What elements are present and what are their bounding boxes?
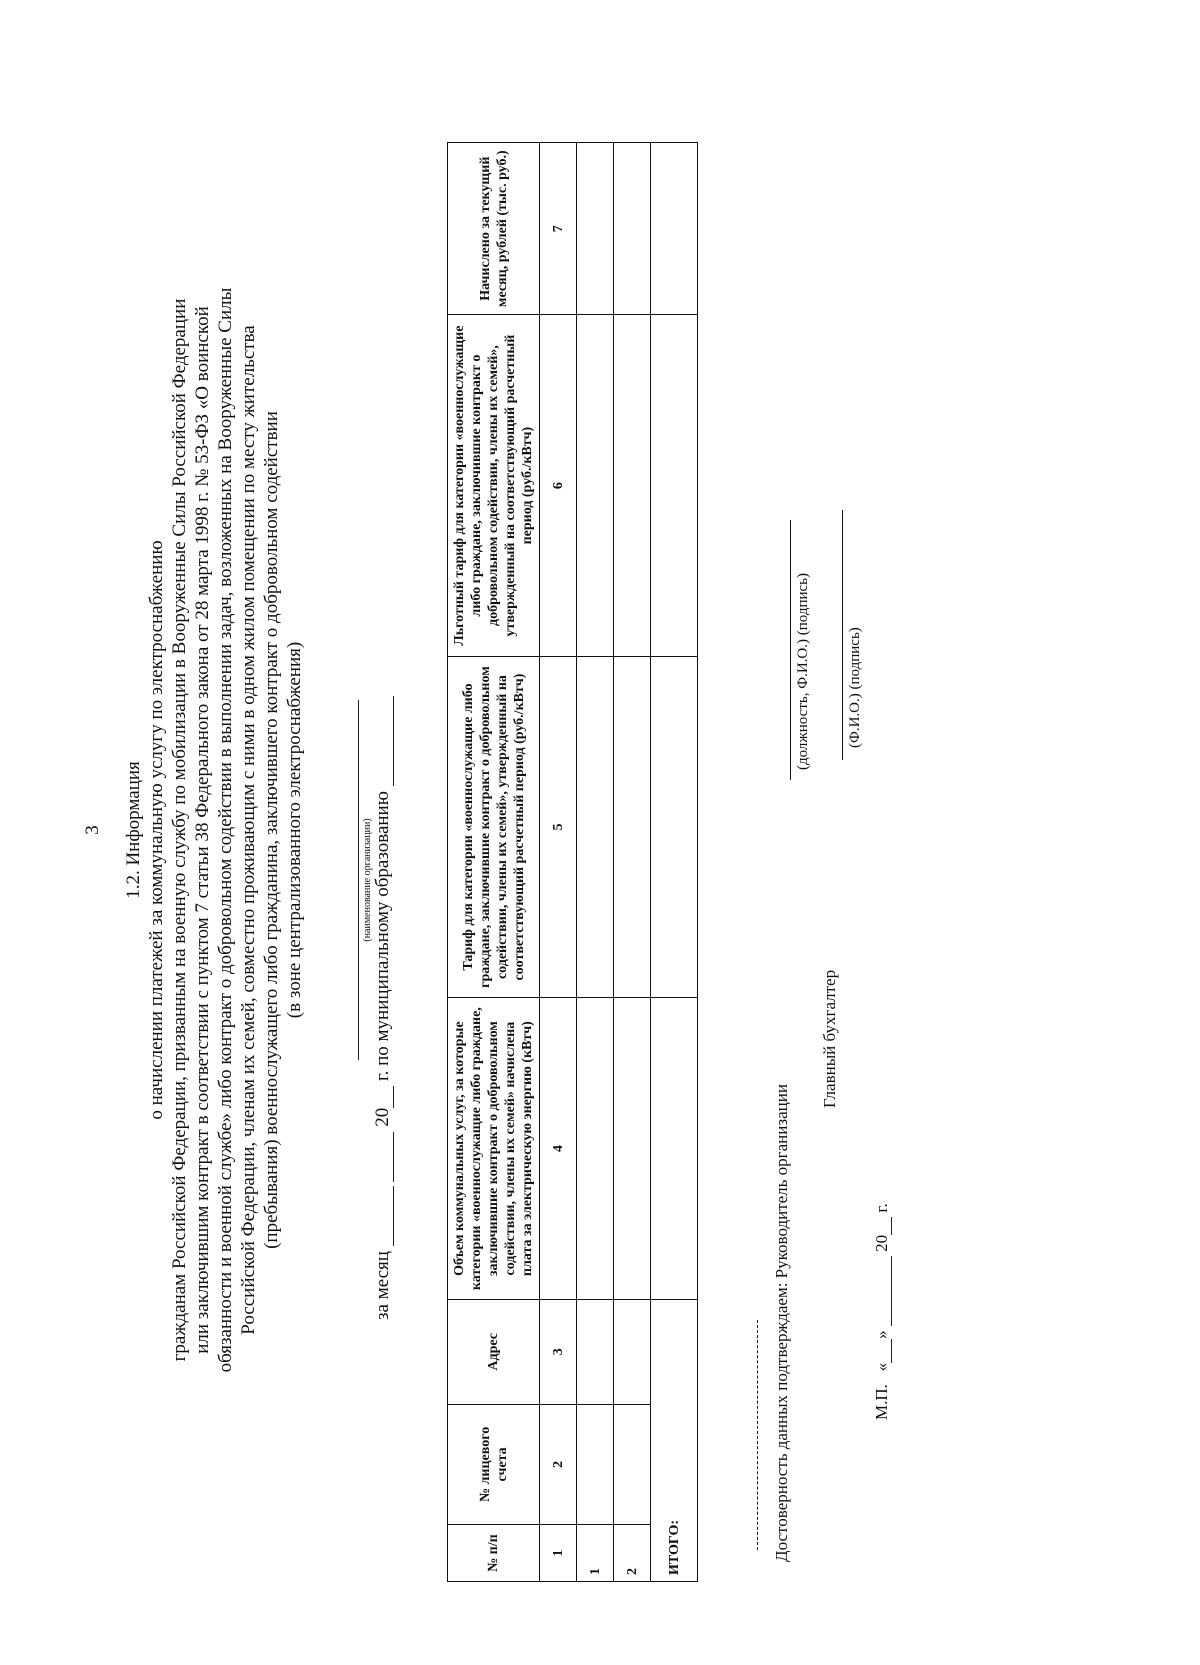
column-number: 5: [540, 656, 577, 997]
column-number: 6: [540, 315, 577, 656]
rotated-document-page: [42, 40, 1162, 1620]
total-cell[interactable]: [651, 143, 698, 315]
row-number: 1: [577, 1525, 614, 1582]
total-cell[interactable]: [651, 998, 698, 1300]
header-cell-number: № п/п: [448, 1525, 540, 1582]
table-cell[interactable]: [614, 315, 651, 656]
total-row: [651, 143, 698, 1582]
day-field[interactable]: [873, 1339, 892, 1363]
column-number: 2: [540, 1404, 577, 1525]
period-suffix: г. по муниципальному образованию: [372, 791, 393, 1082]
table-cell[interactable]: [614, 1300, 651, 1405]
table-row: [577, 143, 614, 1582]
column-number: 1: [540, 1525, 577, 1582]
table-cell[interactable]: [614, 998, 651, 1300]
document-title: 1.2. Информация: [123, 761, 144, 899]
table-cell[interactable]: [577, 143, 614, 315]
stamp-label: М.П.: [872, 1384, 891, 1420]
table-cell[interactable]: [577, 998, 614, 1300]
header-cell-volume: Объем коммунальных услуг, за которые категории «военнослужащие либо граждане, заключившие контракт о добровольном содействии, члены их семей» начислена плата за электрическую энергию (кВтч): [448, 998, 540, 1300]
chief-accountant-label: Главный бухгалтер: [820, 969, 839, 1108]
column-number: 4: [540, 998, 577, 1300]
header-cell-address: Адрес: [448, 1300, 540, 1405]
total-cell[interactable]: [651, 656, 698, 997]
header-line: (пребывания) военнослужащего либо гражданина, заключившего контракт о добровольном содействии: [261, 411, 282, 1249]
total-label: ИТОГО:: [651, 1300, 698, 1582]
period-prefix: за месяц: [372, 1251, 393, 1320]
table-cell[interactable]: [614, 143, 651, 315]
column-number: 3: [540, 1300, 577, 1405]
municipality-field[interactable]: [373, 696, 394, 786]
header-line: или заключившим контракт в соответствии с пунктом 7 статьи 38 Федерального закона от 28 марта 1998 г. № 53-ФЗ «О воинской: [192, 306, 213, 1354]
header-line: гражданам Российской Федерации, призванным на военную службу по мобилизации в Вооруженные Силы Российской Федерации: [169, 298, 190, 1362]
date-quote-open: «: [872, 1362, 891, 1372]
table-header-row: [448, 143, 540, 1582]
date-year-suffix: г.: [872, 1203, 891, 1213]
date-row: [872, 1203, 892, 1420]
header-line: обязанности и военной службе» либо контракт о добровольном содействии в выполнении задач, возложенных на Вооруженные Силы: [215, 287, 236, 1373]
table-row: [614, 143, 651, 1582]
header-cell-account: № лицевого счета: [448, 1404, 540, 1525]
period-row: [372, 696, 394, 1320]
chief-accountant-caption: (Ф.И.О.) (подпись): [847, 627, 863, 748]
month-field[interactable]: [873, 1256, 892, 1326]
table-cell[interactable]: [614, 1404, 651, 1525]
column-number: 7: [540, 143, 577, 315]
head-signature-caption: (должность, Ф.И.О.) (подпись): [795, 572, 811, 770]
table-cell[interactable]: [577, 315, 614, 656]
table-cell[interactable]: [577, 1404, 614, 1525]
month-field-tail: [373, 1132, 394, 1182]
organization-caption: (наименование организации): [362, 818, 373, 942]
header-cell-charged: Начислено за текущий месяц, рублей (тыс. руб.): [448, 143, 540, 315]
head-signature-field[interactable]: [790, 520, 791, 780]
date-year-field[interactable]: [873, 1217, 892, 1235]
header-cell-tariff: Тариф для категории «военнослужащие либо граждане, заключившие контракт о добровольном содействии, члены их семей», утвержденный на соответствующий расчетный период (руб./кВтч): [448, 656, 540, 997]
organization-name-field[interactable]: [358, 700, 359, 1060]
footnote-separator: [757, 1320, 758, 1550]
year-prefix: 20: [372, 1107, 393, 1127]
report-table: [447, 142, 698, 1582]
year-field[interactable]: [373, 1086, 394, 1108]
date-quote-close: »: [872, 1330, 891, 1339]
header-line: (в зоне централизованного электроснабжения): [284, 641, 305, 1019]
date-year-prefix: 20: [872, 1234, 891, 1252]
page-number: 3: [82, 825, 103, 835]
header-line: Российской Федерации, членам их семей, совместно проживающим с ними в одном жилом помещении по месту жительства: [238, 325, 259, 1335]
document-header: [122, 100, 306, 1560]
table-cell[interactable]: [577, 656, 614, 997]
table-cell[interactable]: [577, 1300, 614, 1405]
column-number-row: [540, 143, 577, 1582]
month-field[interactable]: [373, 1186, 394, 1246]
total-cell[interactable]: [651, 315, 698, 656]
confirm-label: Достоверность данных подтверждаем: Руководитель организации: [772, 1084, 791, 1562]
table-cell[interactable]: [614, 656, 651, 997]
chief-accountant-signature-field[interactable]: [842, 510, 843, 760]
header-line: о начислении платежей за коммунальную услугу по электроснабжению: [146, 540, 167, 1120]
row-number: 2: [614, 1525, 651, 1582]
header-cell-preferential-tariff: Льготный тариф для категории «военнослужащие либо граждане, заключившие контракт о добровольном содействии, члены их семей», утвержденный на соответствующий расчетный период (руб./кВтч): [448, 315, 540, 656]
